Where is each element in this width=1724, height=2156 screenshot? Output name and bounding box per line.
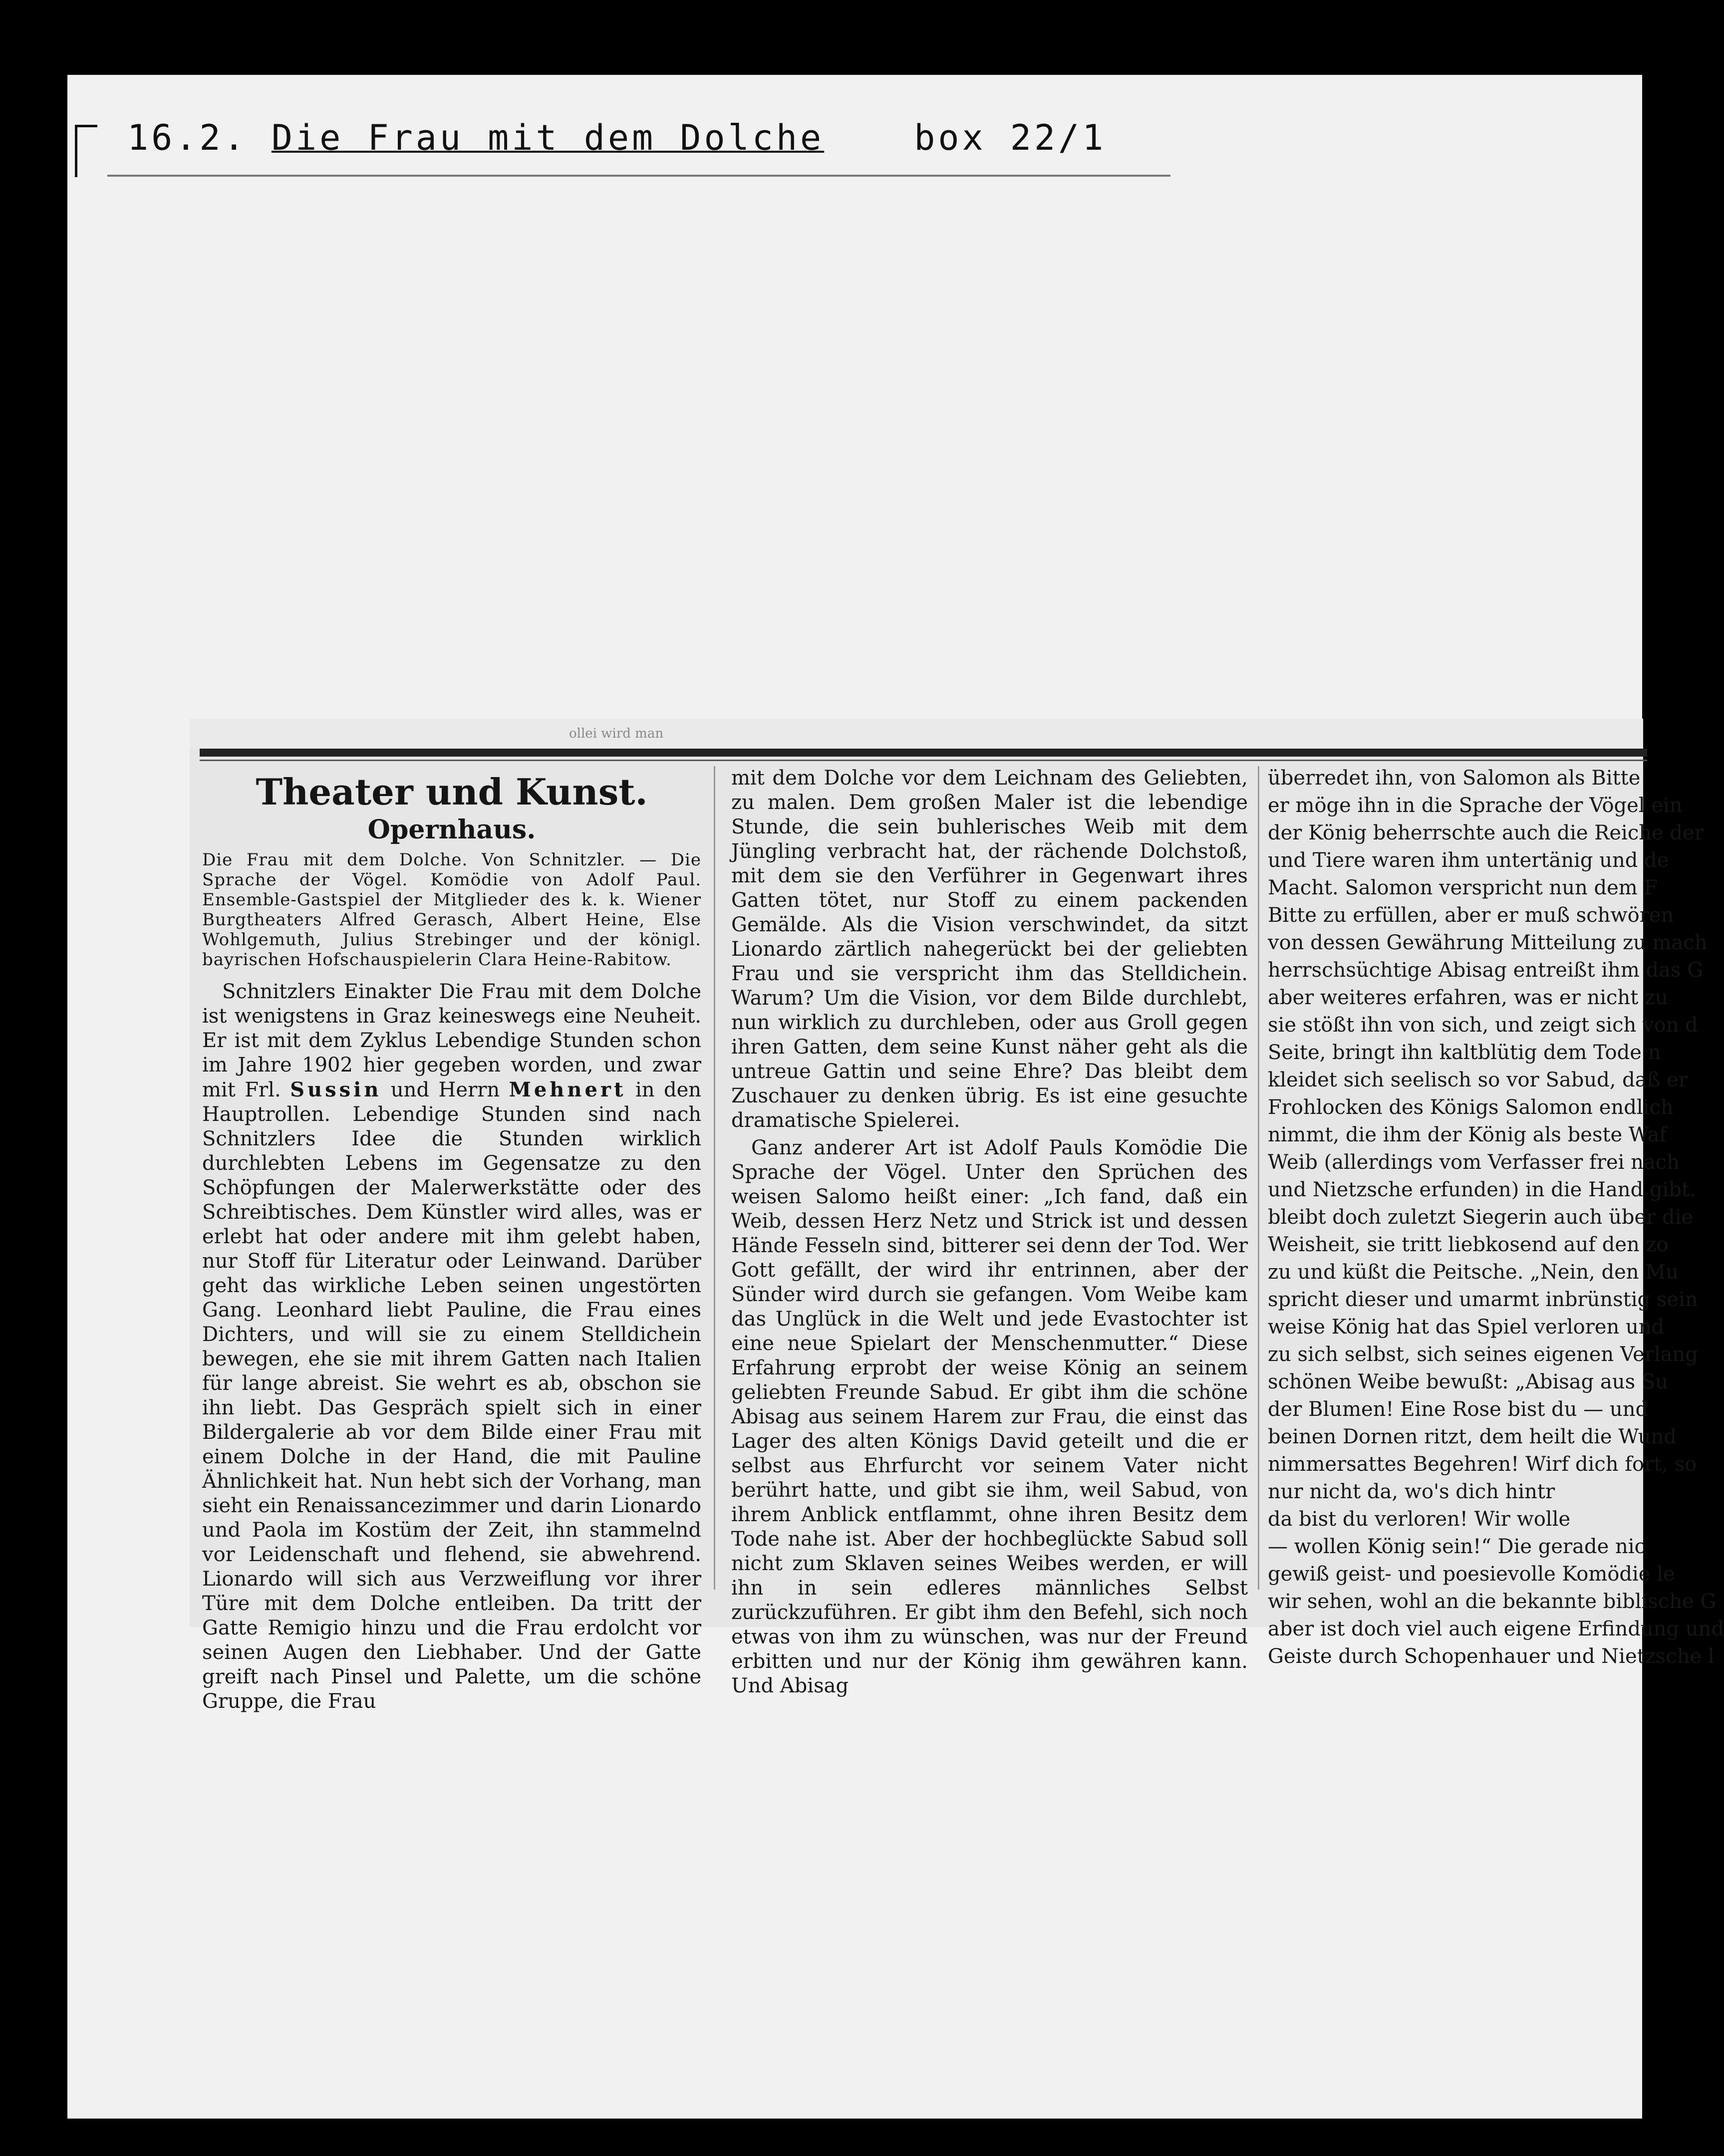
column-3-line: überredet ihn, von Salomon als Bitte xyxy=(1268,767,1641,790)
column-3-line: der König beherrschte auch die Reiche der xyxy=(1268,821,1704,844)
column-3-line: aber weiteres erfahren, was er nicht zu xyxy=(1268,986,1668,1009)
actor-name: Sussin xyxy=(290,1078,382,1101)
column-3-line: spricht dieser und umarmt inbrünstig sein xyxy=(1268,1288,1698,1311)
column-3-line: sie stößt ihn von sich, und zeigt sich von d xyxy=(1268,1014,1698,1037)
column-3-line: von dessen Gewährung Mitteilung zu mach xyxy=(1268,931,1708,954)
column-separator xyxy=(1258,766,1259,1590)
actor-name: Mehnert xyxy=(509,1078,626,1101)
column-3-line: bleibt doch zuletzt Siegerin auch über die xyxy=(1268,1206,1694,1229)
column-3-line: — wollen König sein!“ Die gerade nic xyxy=(1268,1535,1646,1558)
column-3-line: Macht. Salomon verspricht nun dem F xyxy=(1268,876,1658,899)
column-3-line: Geiste durch Schopenhauer und Nietzsche l xyxy=(1268,1645,1715,1668)
header-rule xyxy=(107,175,1170,177)
column-3-line: er möge ihn in die Sprache der Vögel ein xyxy=(1268,794,1683,817)
column-3-line: Weib (allerdings vom Verfasser frei nach xyxy=(1268,1151,1680,1174)
column-3-line: schönen Weibe bewußt: „Abisag aus Su xyxy=(1268,1370,1668,1393)
column-3-line: zu und küßt die Peitsche. „Nein, den Mu xyxy=(1268,1261,1679,1284)
article-subheading: Opernhaus. xyxy=(367,814,536,845)
column-3-line: und Tiere waren ihm untertänig und de xyxy=(1268,849,1669,872)
column-3-line: nur nicht da, wo's dich hintr xyxy=(1268,1480,1555,1503)
column-3-line: weise König hat das Spiel verloren und xyxy=(1268,1316,1665,1339)
column-3-line: wir sehen, wohl an die bekannte biblische G xyxy=(1268,1590,1717,1613)
clipping-column-3 xyxy=(1268,766,1724,1669)
article-paragraph: mit dem Dolche vor dem Leichnam des Geliebten, zu malen. Dem großen Maler ist die lebendige Stunde, die sein buhlerisches Weib mit dem Jüngling verbracht hat, der rächende Dolchstoß, mit dem sie den Verführer in Gegenwart ihres Gatten tötet, nur Stoff zu einem packenden Gemälde. Als die Vision verschwindet, da sitzt Lionardo zärtlich nahegerückt bei der geliebten Frau und sie verspricht ihm das Stelldichein. Warum? Um die Vision, vor dem Bilde durchlebt, nun wirklich zu durchleben, oder aus Groll gegen ihren Gatten, dem seine Kunst näher geht als die untreue Gattin und seine Ehre? Das bleibt dem Zuschauer zu denken übrig. Es ist eine gesuchte dramatische Spielerei. xyxy=(731,767,1248,1132)
clipping-column-2 xyxy=(731,766,1248,1698)
column-3-line: kleidet sich seelisch so vor Sabud, daß er xyxy=(1268,1069,1688,1091)
clipping-rule-thick xyxy=(200,749,1647,757)
column-3-line: herrschsüchtige Abisag entreißt ihm das G xyxy=(1268,959,1704,982)
article-credits: Die Frau mit dem Dolche. Von Schnitzler. — Die Sprache der Vögel. Komödie von Adolf Paul. Ensemble-Gastspiel der Mitglieder des k. k. Wiener Burgtheaters Alfred Gerasch, Albert Heine, Else Wohlgemuth, Julius Strebinger und der königl. bayrischen Hofschauspielerin Clara Heine-Rabitow. xyxy=(202,850,701,970)
clipping-top-fragment: ollei wird man xyxy=(190,719,1643,749)
column-3-line: Seite, bringt ihn kaltblütig dem Tode n xyxy=(1268,1041,1661,1064)
corner-bracket xyxy=(75,125,97,177)
paragraph-text: in den Hauptrollen. Lebendige Stunden sind nach Schnitzlers Idee die Stunden wirklich durchlebten Lebens im Gegensatze zu den Schöpfungen der Malerwerkstätte oder des Schreibtisches. Dem Künstler wird alles, was er erlebt hat oder andere mit ihm gelebt haben, nur Stoff für Literatur oder Leinwand. Darüber geht das wirkliche Leben seinen ungestörten Gang. Leonhard liebt Pauline, die Frau eines Dichters, und will sie zu einem Stelldichein bewegen, ehe sie mit ihrem Gatten nach Italien für lange abreist. Sie wehrt es ab, obschon sie ihn liebt. Das Gespräch spielt sich in einer Bildergalerie ab vor dem Bilde einer Frau mit einem Dolche in der Hand, die mit Pauline Ähnlichkeit hat. Nun hebt sich der Vorhang, man sieht ein Renaissancezimmer und darin Lionardo und Paola im Kostüm der Zeit, ihn stammelnd vor Leidenschaft und flehend, sie abwehrend. Lionardo will sich aus Verzweiflung vor ihrer Türe mit dem Dolche entleiben. Da tritt der Gatte Remigio hinzu und die Frau erdolcht vor seinen Augen den Liebhaber. Und der Gatte greift nach Pinsel und Palette, um die schöne Gruppe, die Frau xyxy=(202,1078,702,1713)
header-title: Die Frau mit dem Dolche xyxy=(271,117,825,158)
archive-header xyxy=(127,117,1106,158)
column-separator xyxy=(714,766,715,1590)
column-3-line: Bitte zu erfüllen, aber er muß schwören xyxy=(1268,904,1674,927)
paragraph-text: Schnitzlers Einakter Die Frau mit dem Dolche ist wenigstens in Graz keineswegs eine Neuheit. Er ist mit dem Zyklus Lebendige Stunden schon im Jahre 1902 hier gegeben worden, und zwar mit Frl. xyxy=(202,980,701,1101)
column-3-line: beinen Dornen ritzt, dem heilt die Wund xyxy=(1268,1425,1677,1448)
column-3-line: da bist du verloren! Wir wolle xyxy=(1268,1508,1571,1531)
article-paragraph xyxy=(202,980,701,1714)
clipping-rule-thin xyxy=(200,760,1647,761)
column-3-line: Weisheit, sie tritt liebkosend auf den zo xyxy=(1268,1233,1669,1256)
column-3-line: nimmt, die ihm der König als beste Waf xyxy=(1268,1123,1667,1146)
column-3-line: und Nietzsche erfunden) in die Hand gibt. xyxy=(1268,1178,1696,1201)
column-3-line: nimmersattes Begehren! Wirf dich fort, so xyxy=(1268,1453,1697,1476)
paragraph-text: und Herrn xyxy=(390,1078,500,1101)
column-3-line: der Blumen! Eine Rose bist du — und xyxy=(1268,1398,1649,1421)
column-3-line: zu sich selbst, sich seines eigenen Verlang xyxy=(1268,1343,1698,1366)
column-3-line: aber ist doch viel auch eigene Erfindung und xyxy=(1268,1617,1724,1640)
clipping-column-1 xyxy=(202,766,701,1714)
header-box-label: box 22/1 xyxy=(914,117,1107,158)
newspaper-clipping xyxy=(190,719,1724,1713)
column-3-line: Frohlocken des Königs Salomon endlich xyxy=(1268,1096,1674,1119)
article-heading: Theater und Kunst. xyxy=(256,771,648,813)
column-3-line: gewiß geist- und poesievolle Komödie le xyxy=(1268,1563,1675,1586)
header-number: 16.2. xyxy=(127,117,248,158)
article-paragraph: Ganz anderer Art ist Adolf Pauls Komödie Die Sprache der Vögel. Unter den Sprüchen des weisen Salomo heißt einer: „Ich fand, daß ein Weib, dessen Herz Netz und Strick ist und dessen Hände Fesseln sind, bitterer sei denn der Tod. Wer Gott gefällt, der wird ihr entrinnen, aber der Sünder wird durch sie gefangen. Vom Weibe kam das Unglück in die Welt und jede Evastochter ist eine neue Spielart der Menschenmutter.“ Diese Erfahrung erprobt der weise König an seinem geliebten Freunde Sabud. Er gibt ihm die schöne Abisag aus seinem Harem zur Frau, die einst das Lager des alten Königs David geteilt und die er selbst aus Ehrfurcht vor seinem Vater nicht berührt hatte, und gibt sie ihm, weil Sabud, von ihrem Anblick entflammt, ohne ihren Besitz dem Tode nahe ist. Aber der hochbeglückte Sabud soll nicht zum Sklaven seines Weibes werden, er will ihn in sein edleres männliches Selbst zurückzuführen. Er gibt ihm den Befehl, sich noch etwas von ihm zu wünschen, was nur der Freund erbitten und nur der König ihm gewähren kann. Und Abisag xyxy=(731,1136,1248,1697)
